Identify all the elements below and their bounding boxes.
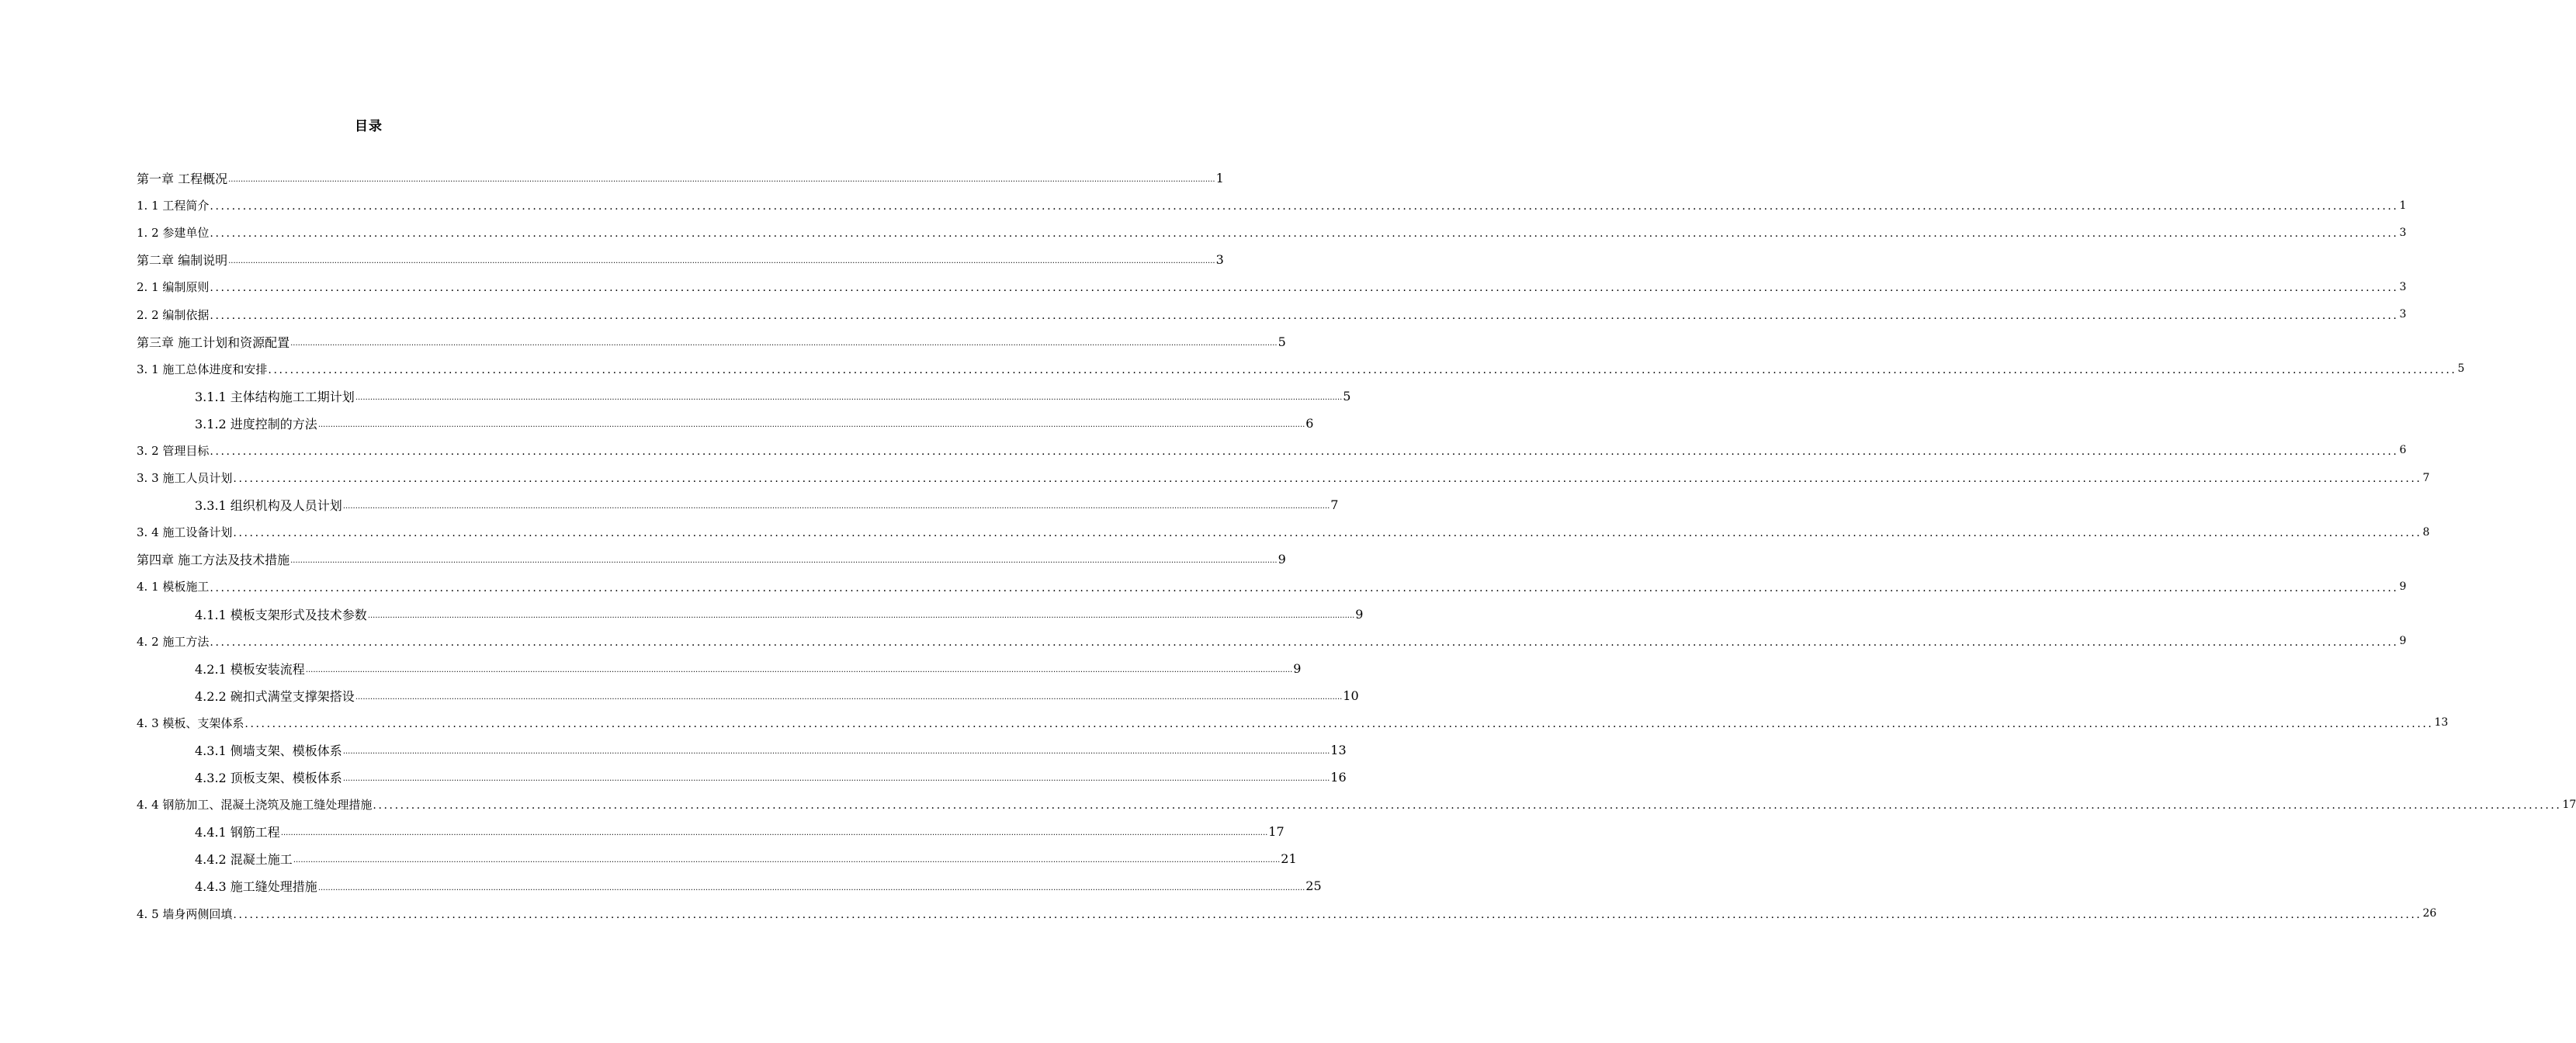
toc-entry-label: 1. 2 参建单位 [137, 226, 210, 241]
toc-entry-label: 3. 2 管理目标 [137, 443, 210, 458]
toc-entry-label: 4. 5 墙身两侧回填 [137, 906, 233, 921]
toc-dot-leader: ................................................................................................................................................................................................................................................................................................................................................................................................................ [228, 257, 1215, 266]
toc-entry[interactable] [0, 791, 2576, 818]
toc-dot-leader: ................................................................................................................................................................................................................................................................................................................................................................................................................ [342, 747, 1330, 757]
toc-entry[interactable] [0, 300, 2407, 327]
toc-entry[interactable] [0, 818, 1285, 845]
toc-dot-leader: ................................................................................................................................................................................................................................................................................................................................................................................................................ [290, 338, 1278, 348]
toc-entry-label: 4.4.1 钢筋工程 [195, 825, 280, 840]
toc-dot-leader: ................................................................................................................................................................................................................................................................................................................................................................................................................ [268, 363, 2457, 376]
toc-entry-label: 4.3.2 顶板支架、模板体系 [195, 771, 342, 786]
toc-entry[interactable] [0, 601, 1364, 628]
toc-entry-label: 第三章 施工计划和资源配置 [137, 334, 290, 350]
toc-dot-leader: ................................................................................................................................................................................................................................................................................................................................................................................................................ [210, 636, 2399, 649]
toc-entry[interactable] [0, 491, 1339, 518]
toc-entry-label: 第四章 施工方法及技术措施 [137, 553, 290, 568]
toc-entry[interactable] [0, 246, 1224, 273]
toc-dot-leader: ................................................................................................................................................................................................................................................................................................................................................................................................................ [293, 856, 1281, 865]
toc-page-number: 16 [1330, 770, 1347, 785]
toc-page-number: 9 [2399, 635, 2407, 648]
toc-page-number: 17 [2562, 798, 2576, 811]
toc-dot-leader: ................................................................................................................................................................................................................................................................................................................................................................................................................ [233, 527, 2422, 540]
toc-dot-leader: ................................................................................................................................................................................................................................................................................................................................................................................................................ [355, 393, 1343, 402]
toc-dot-leader: ................................................................................................................................................................................................................................................................................................................................................................................................................ [290, 556, 1278, 566]
toc-entry[interactable] [0, 900, 2437, 927]
toc-entry[interactable] [0, 573, 2407, 600]
toc-entry[interactable] [0, 355, 2465, 383]
toc-dot-leader: ................................................................................................................................................................................................................................................................................................................................................................................................................ [317, 883, 1305, 892]
toc-page-number: 1 [1215, 171, 1224, 186]
toc-entry-label: 4. 4 钢筋加工、混凝土浇筑及施工缝处理措施 [137, 798, 373, 813]
toc-entry[interactable] [0, 410, 1314, 437]
toc-entry-label: 第一章 工程概况 [137, 172, 228, 187]
toc-dot-leader: ................................................................................................................................................................................................................................................................................................................................................................................................................ [233, 908, 2422, 921]
toc-entry[interactable] [0, 872, 1322, 899]
toc-entry-label: 3. 3 施工人员计划 [137, 471, 233, 486]
toc-page-number: 8 [2422, 525, 2430, 539]
toc-entry[interactable] [0, 219, 2407, 246]
toc-page-number: 5 [2457, 362, 2465, 376]
toc-entry-label: 3. 4 施工设备计划 [137, 525, 233, 540]
toc-page-number: 13 [1330, 743, 1347, 758]
toc-entry[interactable] [0, 518, 2430, 546]
toc-page-number: 9 [1355, 606, 1364, 622]
toc-entry[interactable] [0, 655, 1302, 682]
toc-entry[interactable] [0, 628, 2407, 655]
toc-entry-label: 2. 2 编制依据 [137, 307, 210, 322]
toc-entry-label: 2. 1 编制原则 [137, 280, 210, 295]
toc-entry[interactable] [0, 383, 1351, 410]
toc-page-number: 17 [1268, 824, 1285, 840]
table-of-contents [0, 165, 2576, 927]
toc-page-number: 6 [2399, 444, 2407, 457]
toc-page-number: 25 [1305, 878, 1322, 894]
toc-dot-leader: ................................................................................................................................................................................................................................................................................................................................................................................................................ [244, 717, 2434, 730]
toc-entry-label: 4.4.2 混凝土施工 [195, 852, 293, 868]
toc-dot-leader: ................................................................................................................................................................................................................................................................................................................................................................................................................ [210, 445, 2399, 459]
toc-page-number: 3 [2399, 226, 2407, 239]
toc-page-number: 3 [2399, 280, 2407, 293]
toc-dot-leader: ................................................................................................................................................................................................................................................................................................................................................................................................................ [228, 175, 1215, 185]
toc-page-number: 3 [1215, 252, 1224, 268]
toc-entry-label: 3.3.1 组织机构及人员计划 [195, 498, 342, 514]
toc-page-number: 9 [2399, 580, 2407, 593]
toc-dot-leader: ................................................................................................................................................................................................................................................................................................................................................................................................................ [233, 473, 2422, 486]
toc-page-number: 7 [2422, 471, 2430, 484]
toc-entry-label: 4.4.3 施工缝处理措施 [195, 879, 317, 895]
toc-dot-leader: ................................................................................................................................................................................................................................................................................................................................................................................................................ [373, 799, 2562, 813]
toc-page-number: 26 [2422, 907, 2437, 920]
toc-dot-leader: ................................................................................................................................................................................................................................................................................................................................................................................................................ [342, 502, 1330, 511]
toc-dot-leader: ................................................................................................................................................................................................................................................................................................................................................................................................................ [342, 774, 1330, 784]
toc-dot-leader: ................................................................................................................................................................................................................................................................................................................................................................................................................ [317, 420, 1305, 429]
toc-dot-leader: ................................................................................................................................................................................................................................................................................................................................................................................................................ [210, 282, 2399, 295]
toc-dot-leader: ................................................................................................................................................................................................................................................................................................................................................................................................................ [280, 829, 1268, 838]
toc-page-number: 5 [1278, 334, 1286, 349]
toc-entry[interactable] [0, 464, 2430, 491]
toc-entry-label: 4. 3 模板、支架体系 [137, 716, 244, 730]
toc-page-number: 21 [1281, 851, 1297, 867]
toc-entry[interactable] [0, 165, 1224, 192]
toc-entry[interactable] [0, 328, 1286, 355]
toc-page-number: 3 [2399, 308, 2407, 321]
toc-entry-label: 第二章 编制说明 [137, 253, 228, 269]
toc-dot-leader: ................................................................................................................................................................................................................................................................................................................................................................................................................ [210, 200, 2399, 213]
toc-entry[interactable] [0, 546, 1286, 573]
toc-entry-label: 3. 1 施工总体进度和安排 [137, 362, 268, 376]
toc-page-number: 9 [1293, 660, 1302, 676]
toc-page-number: 6 [1305, 415, 1314, 431]
toc-entry-label: 4. 2 施工方法 [137, 634, 210, 649]
toc-entry-label: 1. 1 工程简介 [137, 199, 210, 213]
toc-entry[interactable] [0, 273, 2407, 300]
toc-entry[interactable] [0, 736, 1347, 764]
toc-entry[interactable] [0, 709, 2449, 736]
toc-entry-label: 4.2.1 模板安装流程 [195, 661, 305, 677]
toc-page-number: 13 [2434, 716, 2449, 729]
toc-entry-label: 4. 1 模板施工 [137, 580, 210, 594]
toc-entry[interactable] [0, 845, 1297, 872]
toc-page-number: 1 [2399, 199, 2407, 212]
toc-dot-leader: ................................................................................................................................................................................................................................................................................................................................................................................................................ [210, 581, 2399, 594]
toc-dot-leader: ................................................................................................................................................................................................................................................................................................................................................................................................................ [305, 665, 1293, 674]
toc-dot-leader: ................................................................................................................................................................................................................................................................................................................................................................................................................ [210, 309, 2399, 322]
toc-entry-label: 4.3.1 侧墙支架、模板体系 [195, 743, 342, 759]
toc-entry[interactable] [0, 682, 1359, 709]
toc-dot-leader: ................................................................................................................................................................................................................................................................................................................................................................................................................ [367, 611, 1355, 620]
toc-entry-label: 3.1.2 进度控制的方法 [195, 416, 317, 431]
toc-entry[interactable] [0, 192, 2407, 219]
toc-page-number: 5 [1343, 388, 1351, 404]
toc-entry-label: 4.2.2 碗扣式满堂支撑架搭设 [195, 688, 355, 704]
toc-dot-leader: ................................................................................................................................................................................................................................................................................................................................................................................................................ [210, 227, 2399, 241]
toc-title: 目录 [355, 119, 383, 134]
toc-entry[interactable] [0, 437, 2407, 464]
toc-entry-label: 3.1.1 主体结构施工工期计划 [195, 389, 355, 404]
toc-dot-leader: ................................................................................................................................................................................................................................................................................................................................................................................................................ [355, 692, 1343, 702]
toc-entry[interactable] [0, 764, 1347, 791]
toc-entry-label: 4.1.1 模板支架形式及技术参数 [195, 607, 367, 622]
toc-page-number: 9 [1278, 552, 1286, 567]
toc-page-number: 7 [1330, 497, 1339, 513]
toc-page-number: 10 [1343, 688, 1359, 703]
